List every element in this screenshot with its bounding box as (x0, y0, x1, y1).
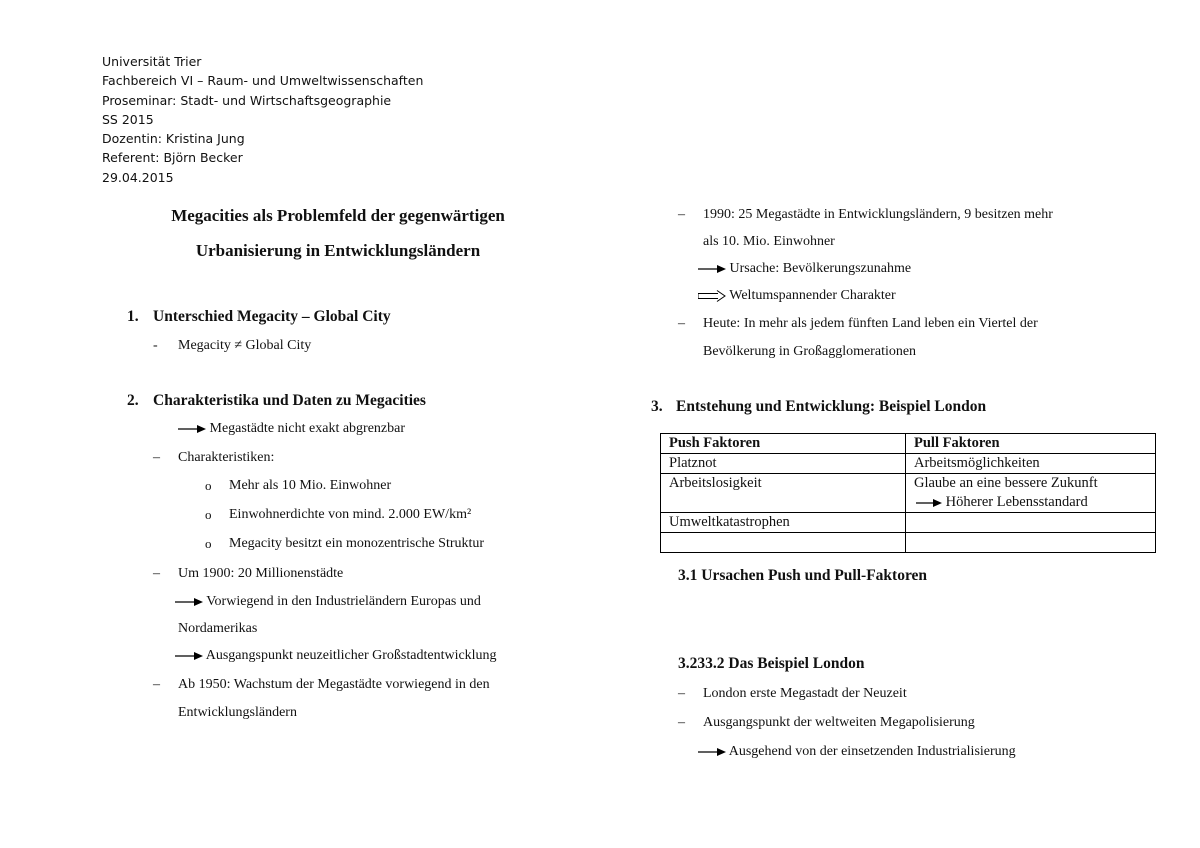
arrow-item-text: Ausgangspunkt neuzeitlicher Großstadtentwicklung (205, 648, 497, 663)
dash-bullet: – (678, 316, 685, 331)
arrow-right-icon (178, 424, 206, 434)
section2-heading: Charakteristika und Daten zu Megacities (153, 392, 426, 409)
welt-arrow-item (698, 288, 896, 304)
table-row (661, 454, 1156, 474)
london-item-2: Ausgangspunkt der weltweiten Megapolisierung (703, 715, 975, 730)
dash-bullet: – (678, 207, 685, 222)
table-header-pull: Pull Faktoren (906, 434, 1156, 454)
table-cell (906, 533, 1156, 553)
circle-bullet: o (205, 478, 212, 493)
section3-heading: Entstehung und Entwicklung: Beispiel London (676, 398, 987, 415)
table-cell: Arbeitsmöglichkeiten (906, 454, 1156, 474)
london-item-1: London erste Megastadt der Neuzeit (703, 686, 907, 701)
push-pull-table (660, 433, 1156, 553)
section2-number: 2. (127, 392, 139, 409)
table-cell-text: Glaube an eine bessere Zukunft (914, 475, 1098, 491)
table-row (661, 474, 1156, 513)
subsection-3-1-heading: 3.1 Ursachen Push und Pull-Faktoren (678, 567, 928, 584)
arrow-right-icon (914, 498, 942, 508)
dash-bullet: – (153, 566, 160, 581)
heute-continuation: Bevölkerung in Großagglomerationen (703, 344, 917, 359)
circle-bullet: o (205, 536, 212, 551)
heute-item: Heute: In mehr als jedem fünften Land leben ein Viertel der (703, 316, 1038, 331)
table-cell: Platznot (661, 454, 906, 474)
arrow-right-icon (175, 597, 203, 607)
table-row (661, 533, 1156, 553)
london-arrow-item (698, 744, 1016, 760)
arrow-item-text: Ausgehend von der einsetzenden Industrialisierung (728, 744, 1016, 759)
double-arrow-right-icon (698, 290, 726, 302)
header-line-lecturer: Dozentin: Kristina Jung (102, 131, 245, 147)
table-cell (906, 513, 1156, 533)
section1-item: Megacity ≠ Global City (178, 338, 312, 353)
arrow-item-text: Weltumspannender Charakter (729, 288, 896, 303)
header-line-speaker: Referent: Björn Becker (102, 150, 243, 166)
ab1950-item: Ab 1950: Wachstum der Megastädte vorwiegend in den (178, 677, 490, 692)
charakteristiken-label: Charakteristiken: (178, 450, 275, 465)
table-row (661, 513, 1156, 533)
header-line-semester: SS 2015 (102, 111, 154, 127)
table-header-push: Push Faktoren (661, 434, 906, 454)
section2-arrow-item-3 (175, 648, 497, 664)
ursache-arrow-item (698, 261, 911, 277)
arrow-item-text: Vorwiegend in den Industrieländern Europas und (206, 594, 481, 609)
um1900-item: Um 1900: 20 Millionenstädte (178, 566, 344, 581)
header-line-department: Fachbereich VI – Raum- und Umweltwissenschaften (102, 73, 424, 89)
arrow-right-icon (698, 264, 726, 274)
arrow-item-continuation: Nordamerikas (178, 621, 258, 636)
table-cell (661, 533, 906, 553)
table-cell: Arbeitslosigkeit (661, 474, 906, 513)
section1-number: 1. (127, 308, 139, 325)
header-line-seminar: Proseminar: Stadt- und Wirtschaftsgeographie (102, 92, 392, 108)
section3-number: 3. (651, 398, 663, 415)
dash-bullet: – (153, 450, 160, 465)
document-header (102, 52, 423, 187)
document-title-line1: Megacities als Problemfeld der gegenwärtigen (171, 206, 505, 225)
y1990-continuation: als 10. Mio. Einwohner (703, 234, 835, 249)
dash-bullet: – (678, 686, 685, 701)
arrow-item-text: Höherer Lebensstandard (945, 494, 1088, 510)
arrow-right-icon (698, 747, 726, 757)
arrow-item-text: Ursache: Bevölkerungszunahme (729, 261, 912, 276)
dash-bullet: – (153, 677, 160, 692)
document-title-line2: Urbanisierung in Entwicklungsländern (195, 241, 481, 260)
header-line-university: Universität Trier (102, 54, 202, 69)
subitem-2: Einwohnerdichte von mind. 2.000 EW/km² (229, 507, 472, 522)
header-line-date: 29.04.2015 (102, 169, 174, 185)
circle-bullet: o (205, 507, 212, 522)
table-header-row (661, 434, 1156, 454)
table-cell: Umweltkatastrophen (661, 513, 906, 533)
arrow-item-text: Megastädte nicht exakt abgrenzbar (209, 421, 406, 436)
subitem-3: Megacity besitzt ein monozentrische Struktur (229, 536, 485, 551)
dash-bullet: - (153, 338, 158, 353)
section2-arrow-item-1 (178, 421, 405, 437)
table-cell-arrow-line (914, 493, 1147, 512)
arrow-right-icon (175, 651, 203, 661)
y1990-item: 1990: 25 Megastädte in Entwicklungsländern, 9 besitzen mehr (703, 207, 1053, 222)
table-cell-pull-zukunft (906, 474, 1156, 513)
subsection-3-2-heading: 3.233.2 Das Beispiel London (678, 655, 865, 672)
ab1950-continuation: Entwicklungsländern (178, 705, 297, 720)
section1-heading: Unterschied Megacity – Global City (153, 308, 391, 325)
section2-arrow-item-2 (175, 594, 481, 610)
dash-bullet: – (678, 715, 685, 730)
subitem-1: Mehr als 10 Mio. Einwohner (229, 478, 392, 493)
